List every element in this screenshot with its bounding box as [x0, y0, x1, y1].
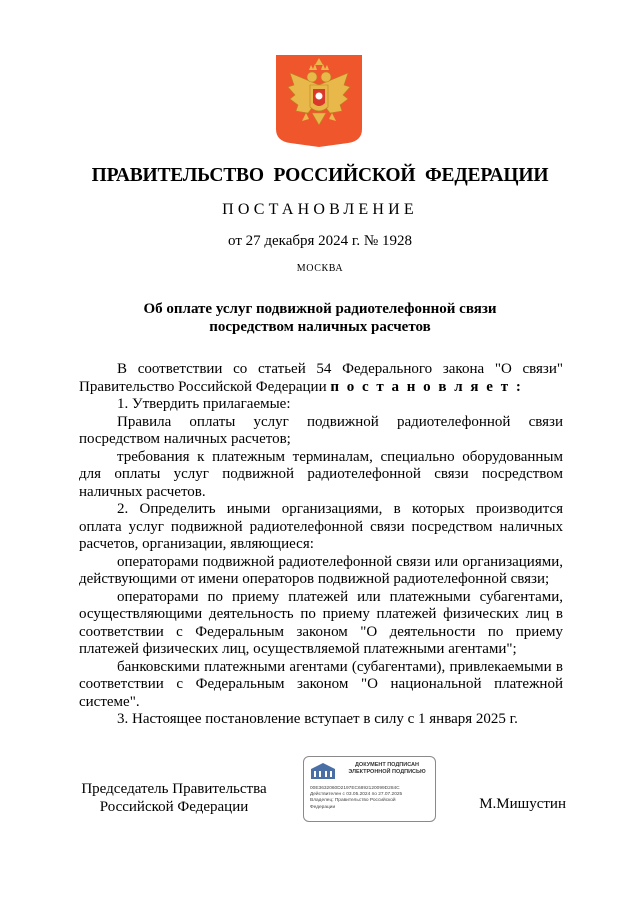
- signatory-position: [74, 780, 274, 816]
- stamp-title: [340, 762, 434, 776]
- title-line-2: посредством наличных расчетов: [209, 319, 431, 335]
- paragraph-item-1: 1. Утвердить прилагаемые:: [117, 396, 291, 412]
- organization-heading: ПРАВИТЕЛЬСТВО РОССИЙСКОЙ ФЕДЕРАЦИИ: [91, 165, 549, 186]
- stamp-title-line-2: ЭЛЕКТРОННОЙ ПОДПИСЬЮ: [348, 769, 426, 775]
- paragraph-preamble: [79, 361, 563, 396]
- paragraph-operators-mobile: операторами подвижной радиотелефонной связи или организациями, действующими от имени операторов подвижной радиотелефонной связи;: [79, 553, 563, 587]
- document-date-number: от 27 декабря 2024 г. № 1928: [228, 233, 412, 249]
- stamp-certificate: 00E3632060D2197EC6892120099D284C: [310, 786, 400, 791]
- title-line-1: Об оплате услуг подвижной радиотелефонной связи: [143, 301, 497, 317]
- signatory-name: М.Мишустин: [479, 796, 566, 812]
- paragraph-rules: Правила оплаты услуг подвижной радиотелефонной связи посредством наличных расчетов;: [79, 413, 563, 447]
- stamp-title-line-1: ДОКУМЕНТ ПОДПИСАН: [355, 762, 419, 768]
- stamp-owner-line-2: Федерации: [310, 804, 336, 810]
- preamble-text: В соответствии со статьей 54 Федерального закона "О связи" Правительство Российской Федерации: [79, 361, 563, 395]
- paragraph-bank-agents: банковскими платежными агентами (субагентами), привлекаемыми в соответствии с Федеральным законом "О национальной платежной системе".: [79, 658, 563, 710]
- paragraph-item-3: 3. Настоящее постановление вступает в силу с 1 января 2025 г.: [117, 711, 518, 727]
- document-type: ПОСТАНОВЛЕНИЕ: [222, 201, 418, 218]
- signatory-position-line-1: Председатель Правительства: [81, 781, 267, 797]
- stamp-owner-line-1: Владелец: Правительство Российской: [310, 798, 396, 804]
- resolves-keyword: п о с т а н о в л я е т :: [330, 378, 523, 395]
- stamp-validity: Действителен с 03.05.2024 по 27.07.2025: [310, 792, 403, 798]
- paragraph-requirements: требования к платежным терминалам, специально оборудованным для оплаты услуг подвижной радиотелефонной связи посредством наличных расчетов.: [79, 448, 563, 500]
- coat-of-arms-emblem: [276, 55, 362, 147]
- stamp-details: [310, 786, 435, 811]
- electronic-signature-stamp: [303, 756, 436, 822]
- signatory-position-line-2: Российской Федерации: [99, 799, 249, 815]
- document-body: [79, 361, 563, 729]
- document-city: МОСКВА: [296, 263, 344, 274]
- paragraph-payment-operators: операторами по приему платежей или платежными субагентами, осуществляющими деятельность по приему платежей физических лиц в соответствии с Федеральным законом "О деятельности по приему платежей физических лиц, осуществляемой платежными агентами";: [79, 588, 563, 657]
- document-title: [0, 300, 640, 336]
- building-icon: [310, 762, 336, 780]
- paragraph-item-2: 2. Определить иными организациями, в которых производится оплата услуг подвижной радиотелефонной связи посредством наличных расчетов, организации, являющиеся:: [79, 501, 563, 552]
